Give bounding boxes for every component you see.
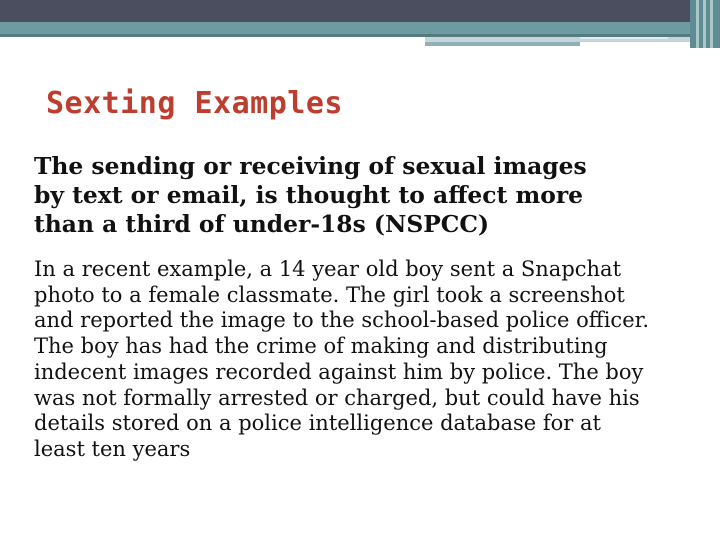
body-line: and reported the image to the school-based police officer. bbox=[34, 308, 650, 333]
header-dark-bar bbox=[0, 0, 720, 22]
lead-line: by text or email, is thought to affect more bbox=[34, 181, 584, 209]
body-line: least ten years bbox=[34, 436, 191, 461]
lead-line: The sending or receiving of sexual images bbox=[34, 152, 587, 180]
body-line: was not formally arrested or charged, but could have his bbox=[34, 385, 640, 410]
header-teal-bar bbox=[0, 22, 720, 34]
header-corner-stripe bbox=[696, 0, 699, 48]
header-accent-line bbox=[580, 37, 668, 39]
body-paragraph bbox=[34, 257, 694, 463]
body-line: indecent images recorded against him by police. The boy bbox=[34, 359, 644, 384]
body-line: The boy has had the crime of making and distributing bbox=[34, 334, 608, 359]
body-line: details stored on a police intelligence database for at bbox=[34, 411, 601, 436]
lead-paragraph bbox=[34, 152, 694, 239]
lead-line: than a third of under-18s (NSPCC) bbox=[34, 210, 490, 238]
slide-title: Sexting Examples bbox=[46, 86, 343, 121]
header-corner-stripe bbox=[703, 0, 706, 48]
body-line: photo to a female classmate. The girl took a screenshot bbox=[34, 282, 625, 307]
header-corner-stripe bbox=[710, 0, 713, 48]
header-accent-bar-short bbox=[425, 42, 580, 46]
body-line: In a recent example, a 14 year old boy sent a Snapchat bbox=[34, 257, 622, 281]
